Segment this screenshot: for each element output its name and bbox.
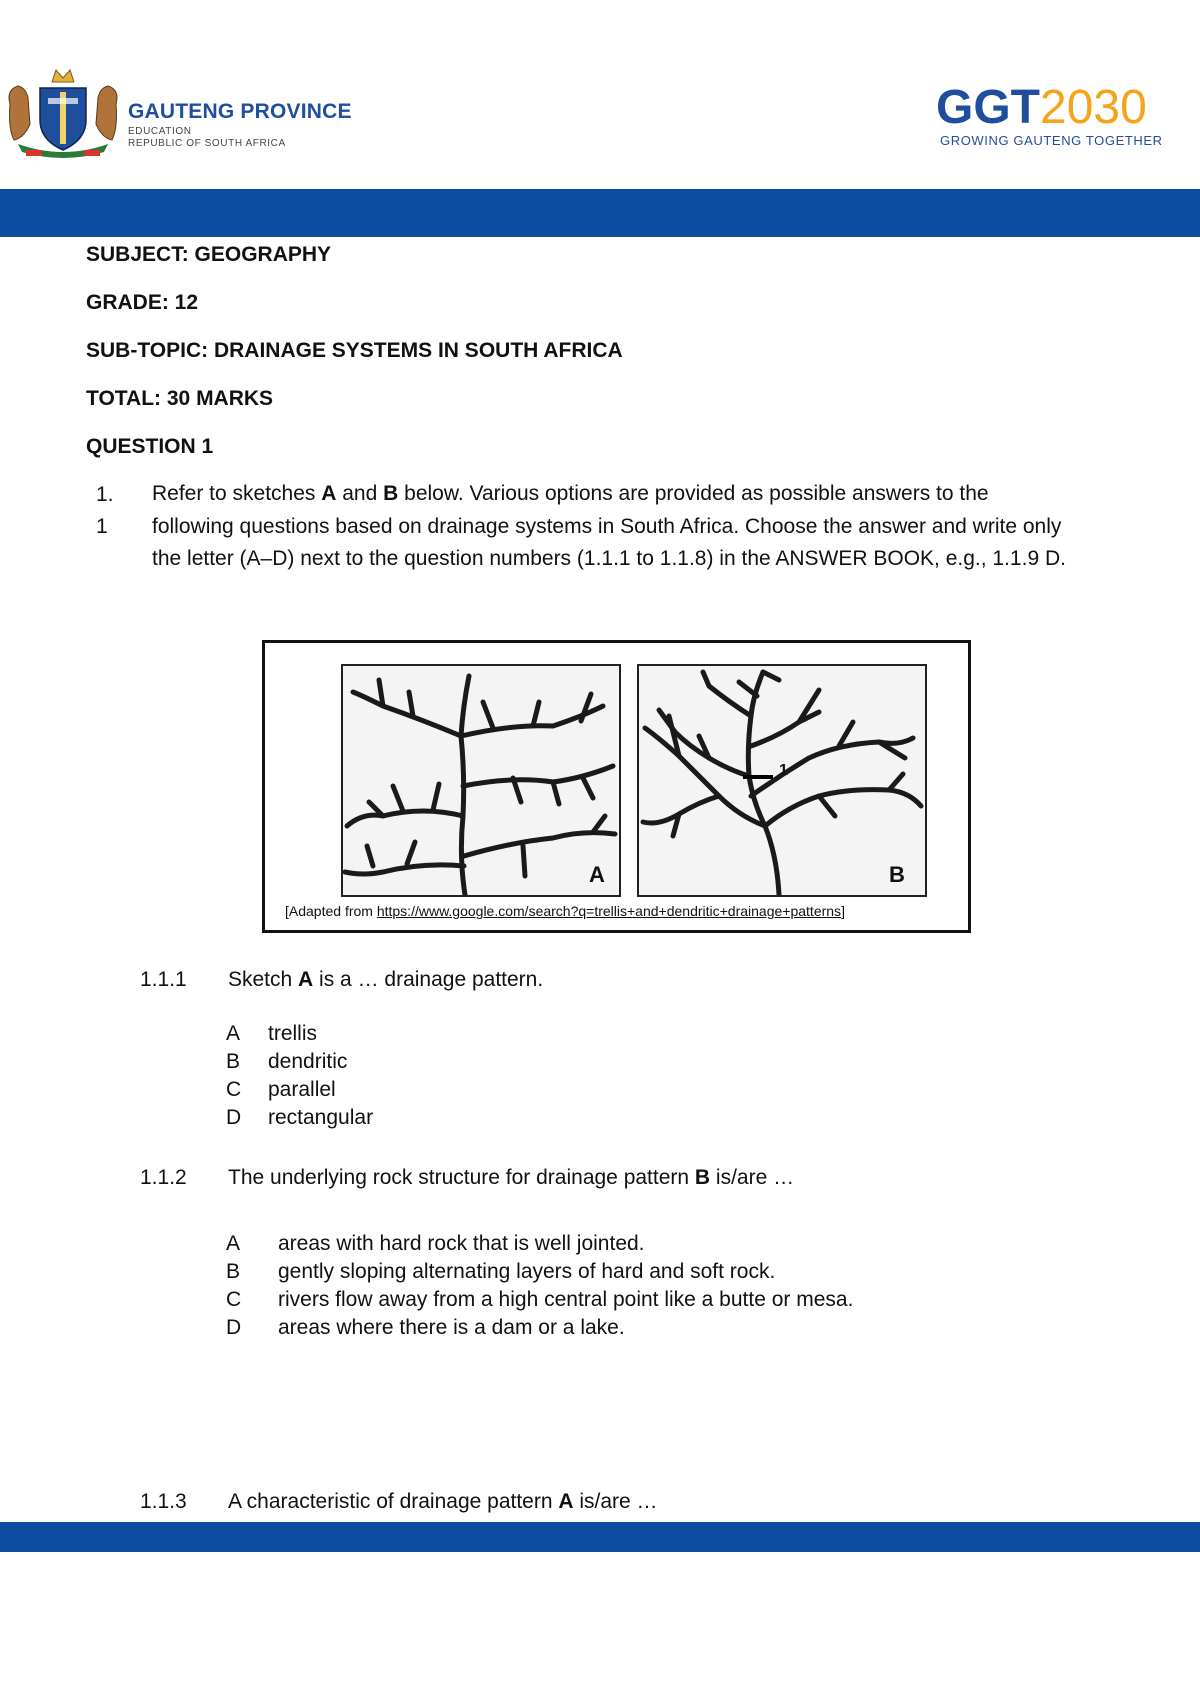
instr-part2: and — [336, 482, 384, 505]
q112-option-letter: A — [226, 1232, 241, 1255]
figure-source — [285, 903, 845, 919]
q111-option-letter: B — [226, 1050, 241, 1073]
q111-option-letter: C — [226, 1078, 242, 1101]
q112-text-pre: The underlying rock structure for drainage pattern — [228, 1166, 695, 1189]
q111-option-letter: D — [226, 1106, 242, 1129]
q113-text-pre: A characteristic of drainage pattern — [228, 1490, 559, 1513]
year-text: 2030 — [1040, 81, 1147, 134]
q112-option-letter: C — [226, 1288, 242, 1311]
q111-number: 1.1.1 — [140, 968, 187, 991]
question-instructions — [152, 478, 1072, 576]
ggt2030-logo — [936, 81, 1147, 134]
ggt-text: GGT — [936, 81, 1040, 134]
q111-bold: A — [298, 968, 314, 991]
q111-text-pre: Sketch — [228, 968, 299, 991]
ggt-tagline: GROWING GAUTENG TOGETHER — [940, 133, 1163, 148]
q113-text — [228, 1490, 658, 1514]
sketch-b — [637, 664, 927, 897]
q112-text-post: is/are … — [710, 1166, 795, 1189]
q112-option-letter: B — [226, 1260, 241, 1283]
q111-text-post: is a … drainage pattern. — [313, 968, 544, 991]
q113-number: 1.1.3 — [140, 1490, 187, 1513]
sketch-a-label: A — [589, 862, 605, 887]
q112-option-text: rivers flow away from a high central point like a butte or mesa. — [278, 1288, 854, 1311]
sketch-a — [341, 664, 621, 897]
header-band — [0, 189, 1200, 237]
q112-option-text: areas with hard rock that is well jointed. — [278, 1232, 645, 1255]
q111-text — [228, 968, 543, 992]
q112-number: 1.1.2 — [140, 1166, 187, 1189]
grade-line: GRADE: 12 — [86, 291, 199, 314]
q112-bold: B — [694, 1166, 711, 1189]
q112-option-text: gently sloping alternating layers of hard and soft rock. — [278, 1260, 776, 1283]
sketch-b-label: B — [889, 862, 905, 887]
dendritic-pattern-icon — [639, 666, 925, 895]
q111-option-text: rectangular — [268, 1106, 374, 1129]
q113-text-post: is/are … — [573, 1490, 658, 1513]
q112-text — [228, 1166, 794, 1190]
subtopic-line: SUB-TOPIC: DRAINAGE SYSTEMS IN SOUTH AFRICA — [86, 339, 623, 362]
q111-option-letter: A — [226, 1022, 241, 1045]
source-link[interactable]: https://www.google.com/search?q=trellis+and+dendritic+drainage+patterns — [376, 903, 842, 919]
instr-part1: Refer to sketches — [152, 482, 322, 505]
source-suffix: ] — [841, 903, 845, 919]
subject-line: SUBJECT: GEOGRAPHY — [86, 243, 332, 266]
drainage-figure — [262, 640, 971, 933]
trellis-pattern-icon — [343, 666, 619, 895]
q113-bold: A — [558, 1490, 574, 1513]
footer-band — [0, 1522, 1200, 1552]
q111-option-text: parallel — [268, 1078, 336, 1101]
q111-option-text: dendritic — [268, 1050, 348, 1073]
gauteng-province-title: GAUTENG PROVINCE — [128, 100, 352, 123]
republic-label: REPUBLIC OF SOUTH AFRICA — [128, 138, 286, 149]
coat-of-arms-icon — [4, 64, 122, 160]
total-line: TOTAL: 30 MARKS — [86, 387, 274, 410]
instr-part3: below. Various options are provided as possible answers to the following questions based on drainage systems in South Africa. Choose the answer and write only the letter (A–D) next to the question numbers (1.1.1 to 1.1.8) in the ANSWER BOOK, e.g., 1.1.9 D. — [152, 482, 1066, 570]
marker-label: 1 — [779, 762, 788, 779]
source-prefix: [Adapted from — [285, 903, 377, 919]
instr-bold-a: A — [321, 482, 337, 505]
q112-option-text: areas where there is a dam or a lake. — [278, 1316, 625, 1339]
q111-option-text: trellis — [268, 1022, 318, 1045]
question-heading: QUESTION 1 — [86, 435, 214, 458]
question-number-line1: 1. — [96, 483, 114, 506]
question-number-line2: 1 — [96, 515, 108, 538]
instr-bold-b: B — [383, 482, 399, 505]
q112-option-letter: D — [226, 1316, 242, 1339]
gauteng-education-label: EDUCATION — [128, 126, 192, 137]
